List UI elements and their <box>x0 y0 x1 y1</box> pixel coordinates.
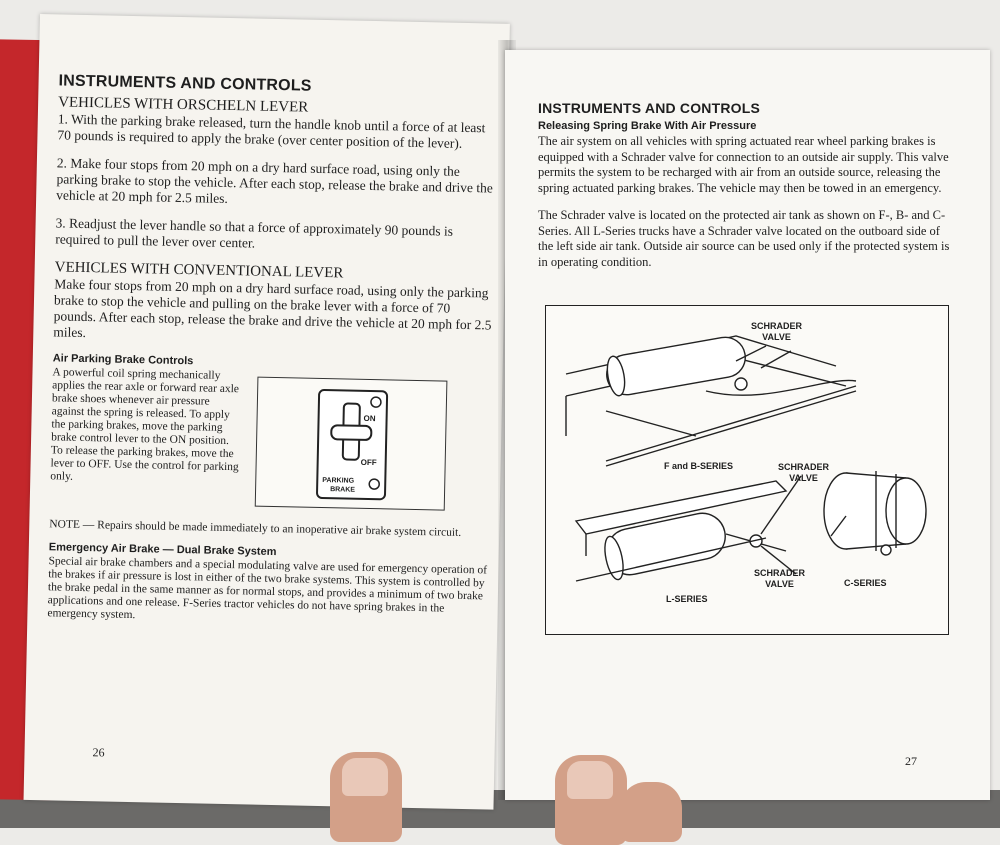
figure-label-c-series: C-SERIES <box>844 578 887 588</box>
figure-label-schrader-3 <box>754 568 805 590</box>
right-finger <box>620 782 682 842</box>
air-parking-section <box>50 352 493 521</box>
figure-label-schrader-1 <box>751 321 802 343</box>
control-label-parking: PARKING <box>322 477 355 485</box>
control-on-label: ON <box>363 413 376 424</box>
emergency-text: Special air brake chambers and a special modulating valve are used for emergency operation of the brakes if air pressure is lost in either of the two brake systems. This system is controlled by the brake pedal in the same manner as for normal stops, and provides a minimum of two brake applications and one release. F-Series tractor vehicles do not have spring brakes in the emergency system. <box>47 555 488 622</box>
fb-air-line-2 <box>606 391 856 466</box>
parking-brake-control-illustration <box>255 377 448 511</box>
control-off-label: OFF <box>360 457 377 468</box>
schrader-3-line-2: VALVE <box>765 579 794 589</box>
c-tank-right-end <box>886 478 926 544</box>
fb-valve <box>735 378 747 390</box>
left-page <box>24 14 510 810</box>
right-thumbnail <box>567 761 613 799</box>
screw-bottom <box>369 479 379 489</box>
right-page <box>505 50 990 800</box>
orscheln-step-2: 2. Make four stops from 20 mph on a dry hard surface road, using only the parking brake to stop the vehicle. After each stop, release the brake and drive the vehicle at 20 mph for 2.5 miles. <box>56 155 493 206</box>
air-parking-text: A powerful coil spring mechanically applies the rear axle or forward rear axle brake shoes whenever air pressure against the spring is released. To apply the parking brakes, move the parking brake control lever to the ON position. To release the parking brakes, move the lever to OFF. Use the control for parking only. <box>50 366 240 483</box>
schrader-1-line-1: SCHRADER <box>751 321 803 331</box>
schrader-3-line-1: SCHRADER <box>754 568 806 578</box>
leader-1 <box>761 351 791 368</box>
air-parking-title: Air Parking Brake Controls <box>52 352 194 368</box>
figure-label-fb-series: F and B-SERIES <box>664 461 734 471</box>
orscheln-step-3: 3. Readjust the lever handle so that a force of approximately 90 pounds is required to pull the lever over center. <box>55 215 454 251</box>
right-page-subheading: Releasing Spring Brake With Air Pressure <box>538 120 757 132</box>
schrader-para-2: The Schrader valve is located on the protected air tank as shown on F-, B- and C-Series. All L-Series trucks have a Schrader valve located on the outboard side of the left side air tank. Outside air source can be used only if the protected system is in operating condition. <box>538 208 950 269</box>
screw-top <box>371 397 381 407</box>
schrader-valve-figure <box>545 305 949 635</box>
right-content <box>538 100 953 282</box>
note-text: NOTE — Repairs should be made immediately to an inoperative air brake system circuit. <box>49 518 462 539</box>
right-page-heading: INSTRUMENTS AND CONTROLS <box>538 100 761 116</box>
fb-air-line <box>606 386 856 461</box>
schrader-para-1: The air system on all vehicles with spring actuated rear wheel parking brakes is equipped with a Schrader valve for connection to an outside air supply. This valve permits the system to be recharged with air from an outside source, releasing the spring actuated parking brakes. The vehicle may then be towed in an emergency. <box>538 134 949 195</box>
orscheln-title: VEHICLES WITH ORSCHELN LEVER <box>57 94 309 116</box>
right-page-number: 27 <box>905 754 917 768</box>
fb-air-tank <box>604 334 749 398</box>
schrader-2-line-1: SCHRADER <box>778 462 830 472</box>
control-plate <box>316 389 388 500</box>
left-page-heading: INSTRUMENTS AND CONTROLS <box>58 72 312 95</box>
figure-drawing <box>546 306 948 634</box>
left-content <box>47 72 498 629</box>
conventional-text: Make four stops from 20 mph on a dry hard surface road, using only the parking brake to stop the vehicle and pulling on the brake lever with a force of 70 pounds. After each stop, release the brake and drive the vehicle at 20 mph for 2.5 miles. <box>53 276 492 341</box>
figure-label-l-series: L-SERIES <box>666 594 708 604</box>
schrader-2-line-2: VALVE <box>789 473 818 483</box>
left-page-number: 26 <box>92 745 105 760</box>
control-label-brake: BRAKE <box>330 486 356 494</box>
fb-lower-rail <box>606 411 696 436</box>
conventional-title: VEHICLES WITH CONVENTIONAL LEVER <box>54 259 344 282</box>
emergency-title: Emergency Air Brake — Dual Brake System <box>48 541 277 559</box>
lever-handle <box>331 425 371 440</box>
orscheln-step-1: 1. With the parking brake released, turn the handle knob until a force of at least 70 pounds is required to apply the brake (over center position of the lever). <box>57 111 486 151</box>
c-valve <box>881 545 891 555</box>
left-thumbnail <box>342 758 388 796</box>
figure-label-schrader-2 <box>778 462 829 484</box>
schrader-1-line-2: VALVE <box>762 332 791 342</box>
